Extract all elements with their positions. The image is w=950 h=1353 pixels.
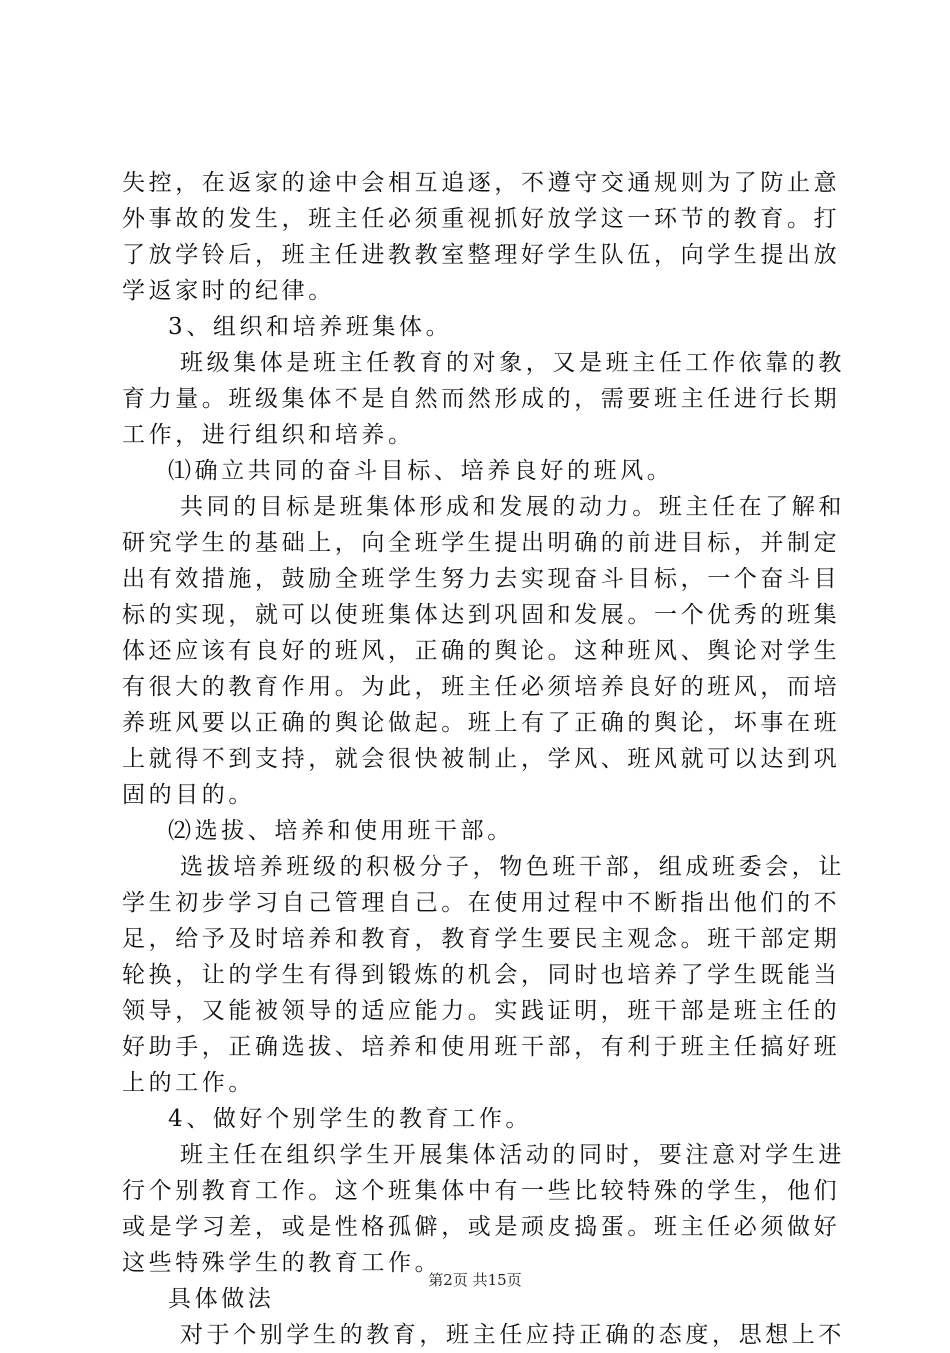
body-line: 有很大的教育作用。为此，班主任必须培养良好的班风，而培 [122,674,841,700]
paragraph-start-line: 班级集体是班主任教育的对象，又是班主任工作依靠的教 [180,350,845,376]
body-line: 足，给予及时培养和教育，教育学生要民主观念。班干部定期 [122,926,841,952]
body-line: 上的工作。 [122,1070,255,1096]
paragraph-start-line: 对于个别学生的教育，班主任应持正确的态度，思想上不 [180,1322,845,1348]
body-line: 轮换，让的学生有得到锻炼的机会，同时也培养了学生既能当 [122,962,841,988]
paragraph-start-line: 共同的目标是班集体形成和发展的动力。班主任在了解和 [180,494,845,520]
body-line: 体还应该有良好的班风，正确的舆论。这种班风、舆论对学生 [122,638,841,664]
document-body [122,165,845,1353]
section-heading: 3、组织和培养班集体。 [168,314,453,340]
page-number-footer: 第2页 共15页 [428,1271,522,1289]
body-line: 了放学铃后，班主任进教教室整理好学生队伍，向学生提出放 [122,242,841,268]
paragraph-start-line: 班主任在组织学生开展集体活动的同时，要注意对学生进 [180,1142,845,1168]
subsection-heading: 具体做法 [168,1286,275,1312]
body-line: 好助手，正确选拔、培养和使用班干部，有利于班主任搞好班 [122,1034,841,1060]
body-line: 研究学生的基础上，向全班学生提出明确的前进目标，并制定 [122,530,841,556]
body-line: 失控，在返家的途中会相互追逐，不遵守交通规则为了防止意 [122,170,841,196]
body-line: 外事故的发生，班主任必须重视抓好放学这一环节的教育。打 [122,206,841,232]
section-heading: 4、做好个别学生的教育工作。 [168,1106,533,1132]
body-line: 行个别教育工作。这个班集体中有一些比较特殊的学生，他们 [122,1178,841,1204]
body-line: 领导，又能被领导的适应能力。实践证明，班干部是班主任的 [122,998,841,1024]
body-line: 或是学习差，或是性格孤僻，或是顽皮捣蛋。班主任必须做好 [122,1214,841,1240]
body-line: 固的目的。 [122,782,255,808]
body-line: 出有效措施，鼓励全班学生努力去实现奋斗目标，一个奋斗目 [122,566,841,592]
body-line: 这些特殊学生的教育工作。 [122,1250,442,1276]
body-line: 工作，进行组织和培养。 [122,422,415,448]
body-line: 学返家时的纪律。 [122,278,335,304]
body-line: 学生初步学习自己管理自己。在使用过程中不断指出他们的不 [122,890,841,916]
body-line: 标的实现，就可以使班集体达到巩固和发展。一个优秀的班集 [122,602,841,628]
body-line: 上就得不到支持，就会很快被制止，学风、班风就可以达到巩 [122,746,841,772]
body-line: 养班风要以正确的舆论做起。班上有了正确的舆论，坏事在班 [122,710,841,736]
subsection-heading: ⑴确立共同的奋斗目标、培养良好的班风。 [168,458,674,484]
subsection-heading: ⑵选拔、培养和使用班干部。 [168,818,514,844]
paragraph-start-line: 选拔培养班级的积极分子，物色班干部，组成班委会，让 [180,854,845,880]
body-line: 育力量。班级集体不是自然而然形成的，需要班主任进行长期 [122,386,841,412]
